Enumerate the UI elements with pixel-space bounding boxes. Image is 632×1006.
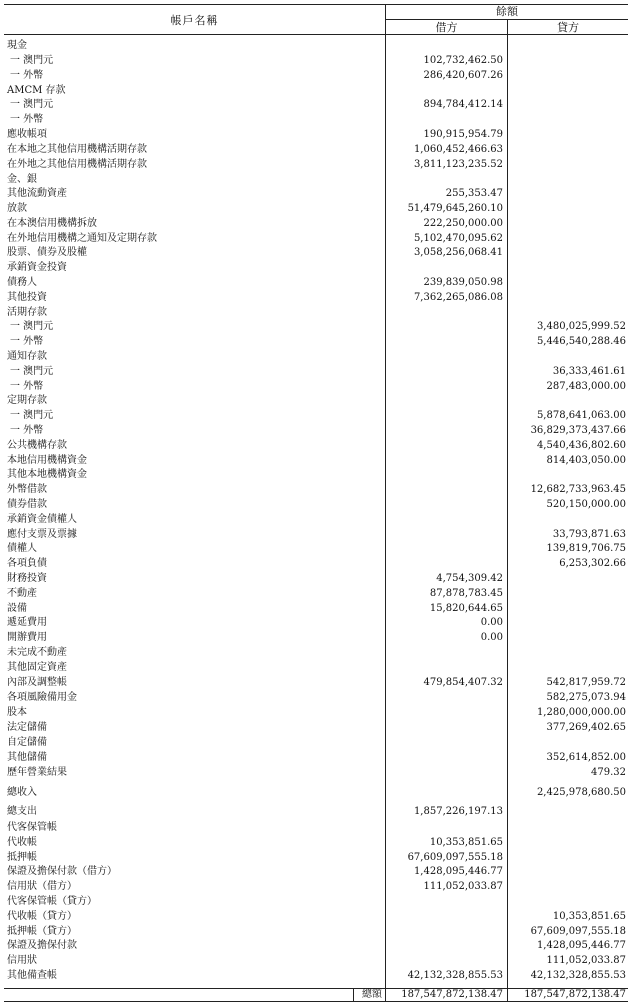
total-row	[4, 988, 628, 1002]
account-name: 在本澳信用機構拆放	[7, 218, 97, 229]
table-row	[4, 291, 628, 305]
account-name: 其他備查帳	[7, 970, 57, 981]
account-name: 股本	[7, 707, 27, 718]
account-name: 通知存款	[7, 351, 47, 362]
table-header	[4, 4, 628, 35]
table-row	[4, 925, 628, 939]
account-name: 信用狀（借方）	[7, 881, 77, 892]
table-row	[4, 616, 628, 630]
account-name: 歷年營業結果	[7, 767, 67, 778]
table-row	[4, 143, 628, 157]
table-row	[4, 276, 628, 290]
account-name: 承銷資金債權人	[7, 514, 77, 525]
credit-value: 2,425,978,680.50	[536, 787, 626, 798]
table-row	[4, 498, 628, 512]
account-name: 財務投資	[7, 573, 47, 584]
total-label: 總額	[362, 989, 382, 1000]
credit-value: 582,275,073.94	[546, 692, 626, 703]
credit-value: 520,150,000.00	[546, 499, 626, 510]
table-row	[4, 513, 628, 527]
table-row	[4, 187, 628, 201]
table-row	[4, 483, 628, 497]
account-name: 一 澳門元	[10, 55, 54, 66]
table-row	[4, 631, 628, 645]
account-name: 一 澳門元	[10, 410, 54, 421]
table-row	[4, 587, 628, 601]
table-row	[4, 350, 628, 364]
account-name: 自定儲備	[7, 737, 47, 748]
credit-value: 352,614,852.00	[546, 752, 626, 763]
account-name: 一 澳門元	[10, 321, 54, 332]
account-name: 其他固定資產	[7, 662, 67, 673]
debit-value: 190,915,954.79	[423, 129, 503, 140]
debit-value: 111,052,033.87	[423, 881, 503, 892]
account-name: 未完成不動產	[7, 647, 67, 658]
table-row	[4, 602, 628, 616]
account-name: 一 外幣	[10, 70, 44, 81]
account-name: 抵押帳（貸方）	[7, 926, 77, 937]
account-name: 公共機構存款	[7, 440, 67, 451]
table-row	[4, 706, 628, 720]
account-name: 開辦費用	[7, 632, 47, 643]
account-name: 代客保管帳（貸方）	[7, 896, 97, 907]
account-name: 一 外幣	[10, 114, 44, 125]
credit-value: 139,819,706.75	[546, 543, 626, 554]
table-row	[4, 821, 628, 835]
table-row	[4, 851, 628, 865]
credit-value: 5,878,641,063.00	[536, 410, 626, 421]
account-name: 股票、債券及股權	[7, 247, 87, 258]
credit-value: 12,682,733,963.45	[530, 484, 626, 495]
credit-value: 36,829,373,437.66	[530, 425, 626, 436]
account-name: 抵押帳	[7, 852, 37, 863]
credit-value: 10,353,851.65	[552, 911, 626, 922]
table-row	[4, 409, 628, 423]
account-name: AMCM 存款	[7, 85, 66, 96]
credit-value: 42,132,328,855.53	[530, 970, 626, 981]
table-row	[4, 424, 628, 438]
debit-value: 15,820,644.65	[429, 603, 503, 614]
account-name: 內部及調整帳	[7, 677, 67, 688]
credit-value: 6,253,302.66	[559, 558, 626, 569]
account-name: 其他儲備	[7, 752, 47, 763]
table-row	[4, 836, 628, 850]
account-name: 一 外幣	[10, 425, 44, 436]
account-name: 一 外幣	[10, 381, 44, 392]
credit-value: 5,446,540,288.46	[536, 336, 626, 347]
table-row	[4, 439, 628, 453]
account-name: 金、銀	[7, 174, 37, 185]
account-name: 一 外幣	[10, 336, 44, 347]
credit-value: 287,483,000.00	[546, 381, 626, 392]
credit-value: 67,609,097,555.18	[530, 926, 626, 937]
table-row	[4, 454, 628, 468]
table-row	[4, 528, 628, 542]
table-row	[4, 572, 628, 586]
debit-value: 10,353,851.65	[429, 837, 503, 848]
debit-value: 102,732,462.50	[423, 55, 503, 66]
debit-value: 1,428,095,446.77	[413, 866, 503, 877]
table-row	[4, 173, 628, 187]
table-row	[4, 865, 628, 879]
debit-value: 479,854,407.32	[423, 677, 503, 688]
table-row	[4, 805, 628, 819]
table-row	[4, 261, 628, 275]
table-row	[4, 691, 628, 705]
account-name: 其他流動資產	[7, 188, 67, 199]
table-row	[4, 39, 628, 53]
table-row	[4, 542, 628, 556]
table-row	[4, 751, 628, 765]
credit-value: 1,280,000,000.00	[536, 707, 626, 718]
table-row	[4, 557, 628, 571]
account-name: 在外地信用機構之通知及定期存款	[7, 233, 157, 244]
debit-value: 87,878,783.45	[429, 588, 503, 599]
credit-value: 33,793,871.63	[552, 529, 626, 540]
debit-value: 1,857,226,197.13	[413, 806, 503, 817]
account-name: 債權人	[7, 543, 37, 554]
credit-value: 4,540,436,802.60	[536, 440, 626, 451]
table-row	[4, 895, 628, 909]
table-row	[4, 306, 628, 320]
credit-value: 542,817,959.72	[546, 677, 626, 688]
account-name: 外幣借款	[7, 484, 47, 495]
account-name: 本地信用機構資金	[7, 455, 87, 466]
table-row	[4, 54, 628, 68]
debit-value: 239,839,050.98	[423, 277, 503, 288]
account-name: 保證及擔保付款（借方）	[7, 866, 117, 877]
debit-value: 42,132,328,855.53	[407, 970, 503, 981]
account-name: 其他投資	[7, 292, 47, 303]
table-row	[4, 394, 628, 408]
debit-value: 3,811,123,235.52	[413, 159, 503, 170]
credit-value: 111,052,033.87	[546, 955, 626, 966]
account-name: 代客保管帳	[7, 822, 57, 833]
table-row	[4, 910, 628, 924]
account-name: 債務人	[7, 277, 37, 288]
account-name: 法定儲備	[7, 722, 47, 733]
total-credit: 187,547,872,138.47	[524, 989, 626, 1000]
table-row	[4, 939, 628, 953]
account-name: 在本地之其他信用機構活期存款	[7, 144, 147, 155]
debit-value: 255,353.47	[445, 188, 503, 199]
table-row	[4, 380, 628, 394]
debit-value: 51,479,645,260.10	[407, 203, 503, 214]
credit-value: 479.32	[591, 767, 626, 778]
table-row	[4, 158, 628, 172]
table-row	[4, 676, 628, 690]
credit-value: 3,480,025,999.52	[536, 321, 626, 332]
table-row	[4, 335, 628, 349]
debit-value: 5,102,470,095.62	[413, 233, 503, 244]
table-row	[4, 84, 628, 98]
account-name: 不動產	[7, 588, 37, 599]
account-name: 設備	[7, 603, 27, 614]
table-row	[4, 721, 628, 735]
table-row	[4, 202, 628, 216]
account-name: 總支出	[7, 806, 37, 817]
debit-value: 1,060,452,466.63	[413, 144, 503, 155]
table-row	[4, 736, 628, 750]
trial-balance-sheet	[4, 4, 628, 1002]
account-name: 現金	[7, 40, 27, 51]
debit-header: 借方	[385, 20, 507, 35]
debit-value: 0.00	[480, 632, 503, 643]
debit-value: 4,754,309.42	[436, 573, 503, 584]
account-name: 活期存款	[7, 307, 47, 318]
table-row	[4, 232, 628, 246]
account-name: 總收入	[7, 787, 37, 798]
account-name: 債券借款	[7, 499, 47, 510]
account-name: 其他本地機構資金	[7, 469, 87, 480]
table-row	[4, 954, 628, 968]
table-row	[4, 320, 628, 334]
debit-value: 67,609,097,555.18	[407, 852, 503, 863]
account-name: 定期存款	[7, 395, 47, 406]
debit-value: 0.00	[480, 617, 503, 628]
account-name: 代收帳	[7, 837, 37, 848]
account-name: 各項負債	[7, 558, 47, 569]
table-row	[4, 661, 628, 675]
account-name: 信用狀	[7, 955, 37, 966]
table-row	[4, 217, 628, 231]
total-debit: 187,547,872,138.47	[401, 989, 503, 1000]
account-name: 遞延費用	[7, 617, 47, 628]
table-row	[4, 786, 628, 800]
table-row	[4, 113, 628, 127]
account-name: 各項風險備用金	[7, 692, 77, 703]
account-name: 應收帳項	[7, 129, 47, 140]
account-name: 代收帳（貸方）	[7, 911, 77, 922]
table-row	[4, 365, 628, 379]
table-row	[4, 646, 628, 660]
account-name: 一 澳門元	[10, 366, 54, 377]
account-name: 承銷資金投資	[7, 262, 67, 273]
debit-value: 7,362,265,086.08	[413, 292, 503, 303]
credit-value: 36,333,461.61	[552, 366, 626, 377]
credit-header: 貸方	[507, 20, 628, 35]
debit-value: 894,784,412.14	[423, 99, 503, 110]
account-name: 保證及擔保付款	[7, 940, 77, 951]
account-name: 在外地之其他信用機構活期存款	[7, 159, 147, 170]
account-name: 放款	[7, 203, 27, 214]
table-row	[4, 468, 628, 482]
table-row	[4, 246, 628, 260]
table-row	[4, 128, 628, 142]
debit-value: 222,250,000.00	[423, 218, 503, 229]
table-row	[4, 766, 628, 780]
debit-value: 3,058,256,068.41	[413, 247, 503, 258]
balance-header: 餘額	[385, 5, 628, 20]
total-label-divider	[353, 989, 354, 1001]
table-row	[4, 969, 628, 983]
table-row	[4, 69, 628, 83]
credit-value: 1,428,095,446.77	[536, 940, 626, 951]
account-name: 應付支票及票據	[7, 529, 77, 540]
account-name-header: 帳戶名稱	[170, 14, 219, 27]
account-name: 一 澳門元	[10, 99, 54, 110]
table-row	[4, 880, 628, 894]
table-row	[4, 98, 628, 112]
credit-value: 814,403,050.00	[546, 455, 626, 466]
account-rows	[4, 35, 628, 988]
credit-value: 377,269,402.65	[546, 722, 626, 733]
debit-value: 286,420,607.26	[423, 70, 503, 81]
